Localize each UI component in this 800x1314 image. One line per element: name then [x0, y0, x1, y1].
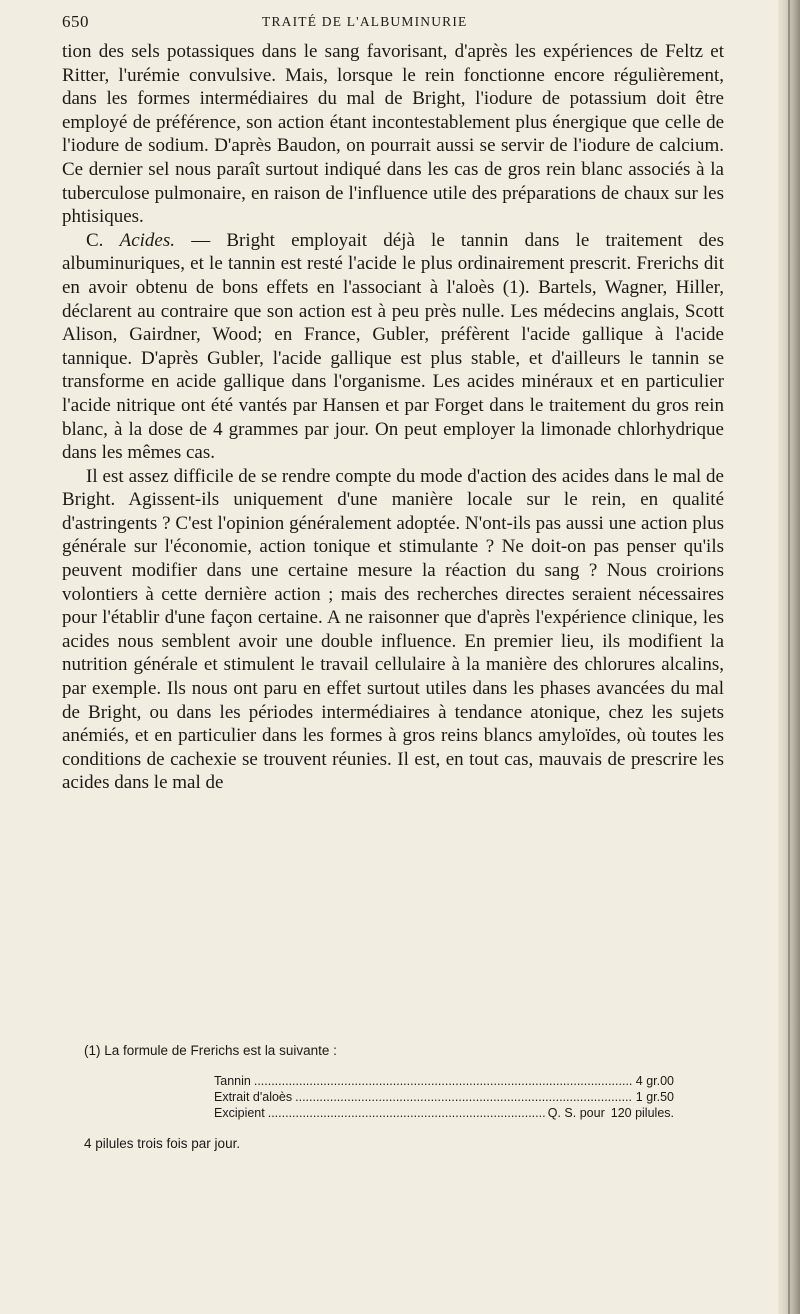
formula-row	[214, 1105, 674, 1121]
paragraph-mode-action: Il est assez difficile de se rendre compte du mode d'action des acides dans le mal de Bright. Agissent-ils uniquement d'une manière locale sur le rein, en qualité d'astringents ? C'est l'opinion généralement adoptée. N'ont-ils pas aussi une action plus générale sur l'économie, action tonique et stimulante ? Ne doit-on pas penser qu'ils peuvent modifier dans une certaine mesure la réaction du sang ? Nous croirions volontiers à cette dernière action ; mais des recherches directes seraient nécessaires pour l'établir d'une façon certaine. A ne raisonner que d'après l'expérience clinique, les acides nous semblent avoir une double influence. En premier lieu, ils modifient la nutrition générale et stimulent le travail cellulaire à la manière des chlorures alcalins, par exemple. Ils nous ont paru en effet surtout utiles dans les phases avancées du mal de Bright, ou dans les périodes intermédiaires à tendance atonique, chez les sujets anémiés, et en particulier dans les formes à gros reins blancs amyloïdes, où toutes les conditions de cachexie se trouvent réunies. Il est, en tout cas, mauvais de prescrire les acides dans le mal de	[62, 465, 724, 794]
page-edge-line	[788, 0, 790, 1314]
footnote-dosage: 4 pilules trois fois par jour.	[84, 1136, 241, 1151]
footnote-intro: (1) La formule de Frerichs est la suivante :	[84, 1043, 337, 1058]
section-dash: —	[191, 229, 211, 251]
formula-ingredient: Excipient	[214, 1106, 265, 1120]
formula-table	[214, 1073, 674, 1121]
main-text	[62, 40, 724, 795]
formula-ingredient: Extrait d'aloès	[214, 1090, 293, 1104]
formula-quantity: 120 pilules.	[610, 1106, 674, 1120]
dot-leader	[254, 1073, 633, 1089]
formula-ingredient: Tannin	[214, 1074, 251, 1088]
paragraph-acides	[62, 229, 724, 465]
formula-qualifier: Q. S. pour	[547, 1106, 605, 1120]
section-heading: Acides.	[119, 229, 176, 251]
formula-quantity: 4 gr.00	[635, 1074, 674, 1088]
page-number: 650	[62, 12, 89, 31]
dot-leader	[295, 1089, 633, 1105]
footnote	[84, 1042, 724, 1152]
formula-quantity: 1 gr.50	[635, 1090, 674, 1104]
running-title: TRAITÉ DE L'ALBUMINURIE	[262, 14, 468, 29]
running-head	[62, 12, 722, 34]
paragraph-continuation: tion des sels potassiques dans le sang favorisant, d'après les expériences de Feltz et Ritter, l'urémie convulsive. Mais, lorsque le rein fonctionne encore régulièrement, dans les formes intermédiaires du mal de Bright, l'iodure de potassium doit être employé de préférence, son action étant incontestablement plus énergique que celle de l'iodure de sodium. D'après Baudon, on pourrait aussi se servir de l'iodure de calcium. Ce dernier sel nous paraît surtout indiqué dans les cas de gros rein blanc associés à la tuberculose pulmonaire, en raison de l'influence utile des préparations de chaux sur les phtisiques.	[62, 41, 724, 228]
formula-row	[214, 1073, 674, 1089]
section-number: C.	[86, 229, 104, 251]
formula-row	[214, 1089, 674, 1105]
paragraph-acides-text: Bright employait déjà le tannin dans le traitement des albuminuriques, et le tannin est resté l'acide le plus ordinairement prescrit. Frerichs dit en avoir obtenu de bons effets en l'associant à l'aloès (1). Bartels, Wagner, Hiller, déclarent au contraire que son action est à peu près nulle. Les médecins anglais, Scott Alison, Gairdner, Wood; en France, Gubler, préfèrent l'acide gallique à l'acide tannique. D'après Gubler, l'acide gallique est plus stable, et d'ailleurs le tannin se transforme en acide gallique dans l'organisme. Les acides minéraux et en particulier l'acide nitrique ont été vantés par Hansen et par Forget dans le traitement du gros rein blanc, à la dose de 4 grammes par jour. On peut employer la limonade chlorhydrique dans les mêmes cas.	[62, 229, 724, 464]
dot-leader	[268, 1105, 545, 1121]
